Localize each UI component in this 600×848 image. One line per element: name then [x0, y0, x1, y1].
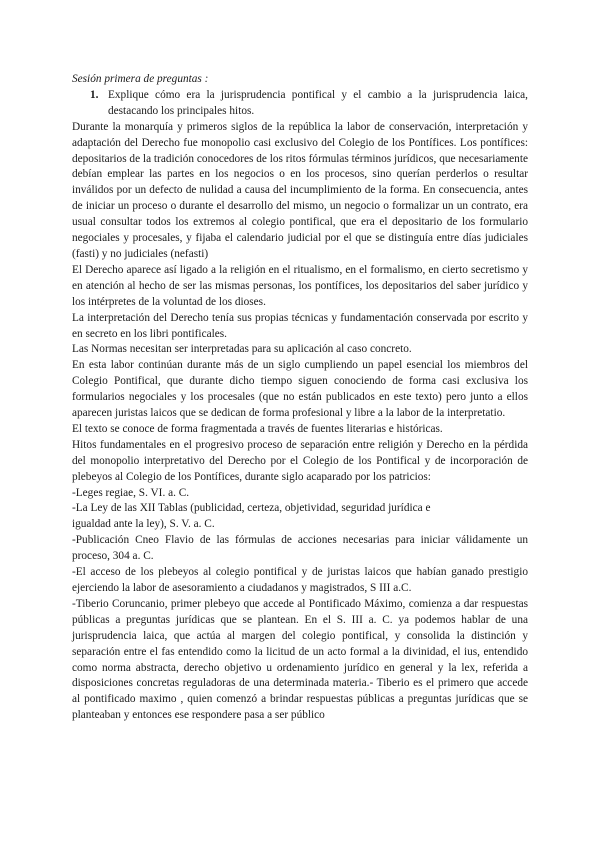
document-page — [72, 72, 528, 724]
paragraph-religion-link: El Derecho aparece así ligado a la religión en el ritualismo, en el formalismo, en cierto secretismo y en atención al hecho de ser las mismas personas, los pontífices, los depositarios del saber jurídico y los intérpretes de la voluntad de los dioses. — [72, 263, 528, 308]
paragraph-norms: Las Normas necesitan ser interpretadas para su aplicación al caso concreto. — [72, 343, 412, 356]
milestone-tiberio-coruncanio: -Tiberio Coruncanio, primer plebeyo que accede al Pontificado Máximo, comienza a dar respuestas públicas a preguntas jurídicas que se plantean. En el S. III a. C. ya podemos hablar de una jurisprudencia laica, que actúa al margen del colegio pontifical, y consolida la distinción y separación entre el fas entendido como la licitud de un acto formal a la divinidad, el ius, entendido como norma abstracta, derecho objetivo u ordenamiento jurídico en general y la lex, referida a disposiciones concretas reguladoras de una determinada materia.- Tiberio es el primero que accede al pontificado maximo , quien comenzó a brindar respuestas públicas a preguntas jurídicas que se planteaban y entonces ese respondere pasa a ser público — [72, 597, 528, 722]
milestone-xii-tablas-cont: igualdad ante la ley), S. V. a. C. — [72, 518, 215, 531]
question-text: Explique cómo era la jurisprudencia pontifical y el cambio a la jurisprudencia laica, destacando los principales hitos. — [108, 88, 528, 117]
paragraph-fragmented-text: El texto se conoce de forma fragmentada a través de fuentes literarias e históricas. — [72, 422, 443, 435]
milestone-xii-tablas: -La Ley de las XII Tablas (publicidad, certeza, objetividad, seguridad jurídica e — [72, 502, 431, 515]
milestone-leges-regiae: -Leges regiae, S. VI. a. C. — [72, 486, 190, 499]
milestone-plebeian-access: -El acceso de los plebeyos al colegio pontifical y de juristas laicos que habían ganado prestigio ejerciendo la labor de asesoramiento a ciudadanos y magistrados, S III a.C. — [72, 566, 528, 594]
paragraph-pontifical-monopoly: Durante la monarquía y primeros siglos de la república la labor de conservación, interpretación y adaptación del Derecho fue monopolio casi exclusivo del Colegio de los Pontífices. Los pontífices: depositarios de la tradición conocedores de los ritos fórmulas términos jurídicos, que necesariamente debían emplear las partes en los negocios o en los procesos, sino querían perderlos o resultar inválidos por un defecto de nulidad a causa del incumplimiento de la forma. En consecuencia, antes de iniciar un proceso o durante el desarrollo del mismo, un negocio o formalizar un un contrato, era usual consultar todos los extremos al colegio pontifical, que era el depositario de los formulario negociales y procesales, y fijaba el calendario judicial por el que se distinguía entre días judiciales (fasti) y no judiciales (nefasti) — [72, 120, 528, 260]
paragraph-milestones-intro: Hitos fundamentales en el progresivo proceso de separación entre religión y Derecho en la pérdida del monopolio interpretativo del Derecho por el Colegio de los Pontifical y de incorporación de plebeyos al Colegio de los Pontífices, durante siglo acaparado por los patricios: — [72, 438, 528, 483]
question-item — [72, 88, 528, 120]
milestone-cneo-flavio: -Publicación Cneo Flavio de las fórmulas de acciones necesarias para iniciar válidamente un proceso, 304 a. C. — [72, 534, 528, 563]
paragraph-lay-jurists: En esta labor continúan durante más de un siglo cumpliendo un papel esencial los miembros del Colegio Pontifical, que durante dicho tiempo siguen conociendo de forma casi exclusiva los formularios negociales y los procesales (que no están publicados en este texto) pero junto a ellos aparecen juristas laicos que se dedican de forma profesional y libre a la labor de la interpretatio. — [72, 359, 528, 420]
question-number: 1. — [90, 88, 99, 101]
paragraph-interpretation: La interpretación del Derecho tenía sus propias técnicas y fundamentación conservada por escrito y en secreto en los libri pontificales. — [72, 311, 528, 340]
session-title: Sesión primera de preguntas : — [72, 73, 209, 85]
